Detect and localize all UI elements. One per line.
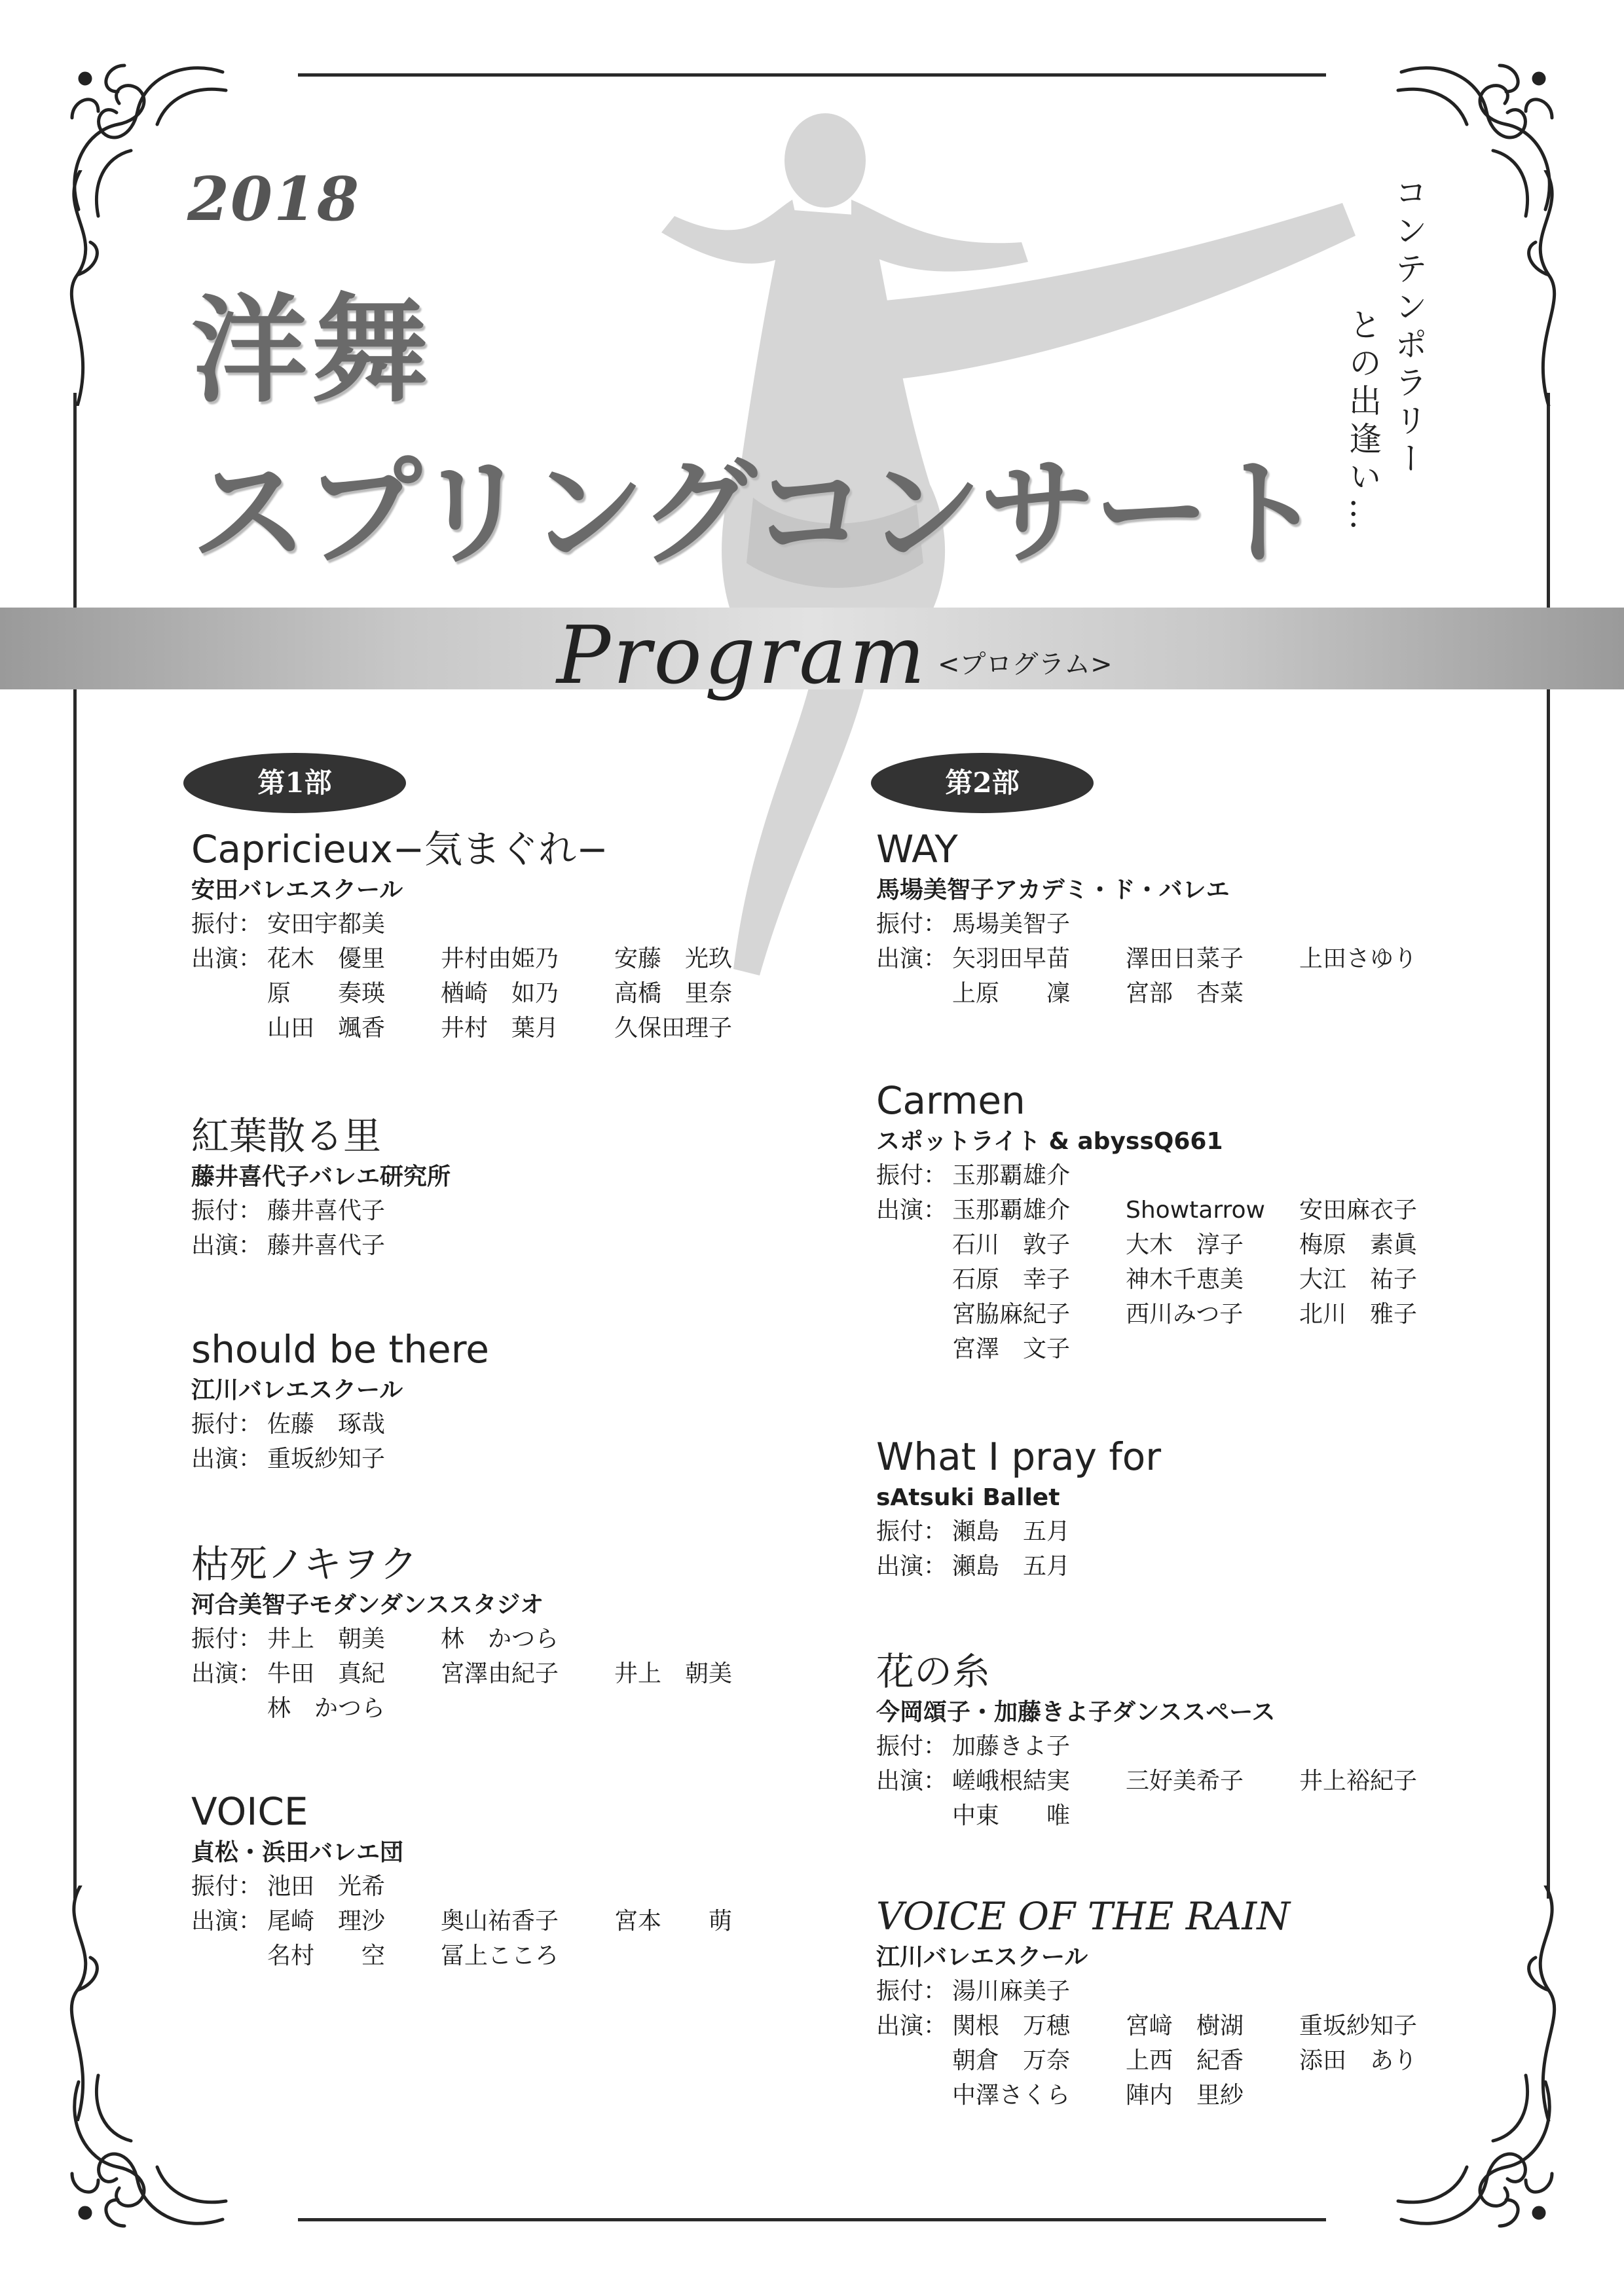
- cast-row: [191, 1234, 451, 1269]
- choreographer-name: 馬場美智子: [952, 911, 1071, 938]
- cast-indent: [876, 2049, 952, 2084]
- program-piece: [191, 1789, 788, 1979]
- choreographer-label: 振付：: [191, 1197, 263, 1224]
- cast-row: [876, 2049, 1473, 2084]
- piece-title: WAY: [876, 827, 958, 871]
- choreographer-row: [191, 913, 788, 947]
- cast-row: [876, 1770, 1473, 1804]
- choreographer-name: 池田 光希: [267, 1873, 386, 1900]
- cast-indent: [876, 2084, 952, 2119]
- choreographer-name: 安田宇都美: [267, 911, 386, 938]
- cast-member: Showtarrow: [1126, 1197, 1265, 1224]
- choreographer-row: [191, 1875, 788, 1910]
- cast-member: 上田さゆり: [1299, 945, 1418, 972]
- side-ornament-right-bottom: [1516, 1886, 1575, 2121]
- choreographer-name: 林 かつら: [441, 1626, 559, 1652]
- cast-member: 宮本 萌: [614, 1908, 733, 1935]
- cast-indent: [876, 1338, 952, 1372]
- cast-member: 重坂紗知子: [267, 1446, 386, 1472]
- company-name: 安田バレエスクール: [191, 877, 403, 903]
- program-piece: [876, 1078, 1473, 1372]
- cast-member: 林 かつら: [267, 1695, 386, 1722]
- cast-member: 井村由姫乃: [441, 945, 559, 972]
- choreographer-name: 玉那覇雄介: [952, 1162, 1071, 1189]
- cast-member: 大木 淳子: [1126, 1231, 1244, 1258]
- cast-member: 北川 雅子: [1299, 1301, 1418, 1328]
- choreographer-row: [876, 1735, 1473, 1770]
- cast-row: [876, 1555, 1161, 1590]
- choreographer-row: [876, 1520, 1161, 1555]
- company-name: 江川バレエスクール: [876, 1944, 1088, 1971]
- cast-member: 山田 颯香: [267, 1015, 386, 1042]
- cast-label: 出演：: [191, 1232, 263, 1259]
- event-title-line1: 洋舞: [191, 283, 432, 418]
- choreographer-name: 藤井喜代子: [267, 1197, 386, 1224]
- choreographer-label: 振付：: [876, 1162, 948, 1189]
- choreographer-row: [191, 1413, 489, 1448]
- cast-indent: [876, 982, 952, 1017]
- cast-row: [191, 947, 788, 982]
- cast-row: [876, 1268, 1473, 1303]
- cast-member: 楢崎 如乃: [441, 980, 559, 1007]
- piece-title: 紅葉散る里: [191, 1114, 382, 1158]
- cast-member: 奥山祐香子: [441, 1908, 559, 1935]
- event-year: 2018: [187, 164, 361, 234]
- choreographer-label: 振付：: [191, 1873, 263, 1900]
- choreographer-name: 湯川麻美子: [952, 1978, 1071, 2005]
- program-piece: [191, 1327, 489, 1482]
- cast-row: [191, 1697, 788, 1732]
- cast-label: 出演：: [191, 1446, 263, 1472]
- cast-row: [191, 1017, 788, 1051]
- choreographer-name: 井上 朝美: [267, 1626, 386, 1652]
- choreographer-row: [191, 1199, 451, 1234]
- cast-indent: [876, 1804, 952, 1839]
- choreographer-row: [876, 913, 1473, 947]
- cast-label: 出演：: [191, 1908, 263, 1935]
- cast-row: [876, 1303, 1473, 1338]
- cast-member: 尾崎 理沙: [267, 1908, 386, 1935]
- company-name: 貞松・浜田バレエ団: [191, 1839, 404, 1866]
- cast-label: 出演：: [191, 1660, 263, 1687]
- cast-member: 上原 凜: [952, 980, 1071, 1007]
- company-name: sAtsuki Ballet: [876, 1484, 1060, 1511]
- choreographer-label: 振付：: [191, 1626, 263, 1652]
- cast-member: 矢羽田早苗: [952, 945, 1071, 972]
- cast-member: 井上裕紀子: [1299, 1768, 1418, 1795]
- cast-row: [876, 2014, 1473, 2049]
- cast-member: 三好美希子: [1126, 1768, 1244, 1795]
- cast-indent: [191, 1944, 267, 1979]
- cast-indent: [191, 1017, 267, 1051]
- cast-member: 上西 紀香: [1126, 2047, 1244, 2074]
- cast-row: [191, 1944, 788, 1979]
- choreographer-name: 瀬島 五月: [952, 1518, 1071, 1545]
- cast-row: [876, 1338, 1473, 1372]
- cast-member: 中澤さくら: [952, 2082, 1071, 2109]
- part-2-badge: 第2部: [871, 753, 1094, 813]
- program-piece: [191, 1114, 451, 1269]
- choreographer-name: 佐藤 琢哉: [267, 1411, 386, 1438]
- cast-member: 添田 あり: [1299, 2047, 1418, 2074]
- cast-indent: [876, 1233, 952, 1268]
- choreographer-label: 振付：: [191, 1411, 263, 1438]
- cast-member: 宮﨑 樹湖: [1126, 2013, 1244, 2039]
- program-piece: [191, 827, 788, 1051]
- program-piece: [876, 1649, 1473, 1839]
- program-heading: Program: [557, 609, 928, 702]
- choreographer-label: 振付：: [876, 1518, 948, 1545]
- cast-member: 宮澤由紀子: [441, 1660, 559, 1687]
- cast-label: 出演：: [876, 1197, 948, 1224]
- choreographer-label: 振付：: [876, 1733, 948, 1760]
- piece-title: What I pray for: [876, 1434, 1162, 1479]
- piece-title: should be there: [191, 1327, 489, 1372]
- choreographer-label: 振付：: [876, 911, 948, 938]
- cast-member: 高橋 里奈: [614, 980, 733, 1007]
- cast-member: 宮部 杏菜: [1126, 980, 1244, 1007]
- piece-title: 枯死ノキヲク: [191, 1542, 418, 1586]
- cast-member: 牛田 真紀: [267, 1660, 386, 1687]
- company-name: 藤井喜代子バレエ研究所: [191, 1163, 451, 1190]
- cast-row: [191, 1448, 489, 1482]
- choreographer-row: [876, 1164, 1473, 1199]
- cast-indent: [876, 1303, 952, 1338]
- cast-member: 嵯峨根結実: [952, 1768, 1071, 1795]
- program-piece: [876, 1434, 1162, 1590]
- cast-member: 安藤 光玖: [614, 945, 733, 972]
- piece-title: Capricieux−気まぐれ−: [191, 827, 608, 871]
- cast-indent: [191, 982, 267, 1017]
- company-name: 馬場美智子アカデミ・ド・バレエ: [876, 877, 1230, 903]
- cast-member: 梅原 素眞: [1299, 1231, 1418, 1258]
- cast-row: [876, 1199, 1473, 1233]
- piece-title: VOICE OF THE RAIN: [876, 1894, 1290, 1939]
- cast-row: [876, 1804, 1473, 1839]
- cast-member: 井上 朝美: [614, 1660, 733, 1687]
- cast-label: 出演：: [876, 1553, 948, 1580]
- cast-member: 西川みつ子: [1126, 1301, 1244, 1328]
- cast-row: [191, 1662, 788, 1697]
- event-title-line2: スプリングコンサート: [191, 445, 1321, 581]
- cast-label: 出演：: [876, 1768, 948, 1795]
- cast-label: 出演：: [876, 2013, 948, 2039]
- cast-member: 宮脇麻紀子: [952, 1301, 1071, 1328]
- cast-label: 出演：: [191, 945, 263, 972]
- cast-member: 宮澤 文子: [952, 1336, 1071, 1362]
- cast-member: 安田麻衣子: [1299, 1197, 1418, 1224]
- cast-member: 久保田理子: [614, 1015, 733, 1042]
- program-piece: [876, 827, 1473, 1017]
- choreographer-label: 振付：: [191, 911, 263, 938]
- cast-row: [191, 982, 788, 1017]
- cast-member: 大江 祐子: [1299, 1266, 1418, 1293]
- cast-member: 冨上こころ: [441, 1942, 559, 1969]
- cast-member: 陣内 里紗: [1126, 2082, 1244, 2109]
- cast-member: 石川 敦子: [952, 1231, 1071, 1258]
- cast-member: 神木千恵美: [1126, 1266, 1244, 1293]
- frame-top-line: [298, 73, 1326, 77]
- cast-member: 瀬島 五月: [952, 1553, 1071, 1580]
- cast-member: 藤井喜代子: [267, 1232, 386, 1259]
- piece-title: VOICE: [191, 1789, 308, 1834]
- cast-indent: [191, 1697, 267, 1732]
- choreographer-label: 振付：: [876, 1978, 948, 2005]
- part-1-badge: 第1部: [183, 753, 406, 813]
- choreographer-name: 加藤きよ子: [952, 1733, 1071, 1760]
- side-ornament-left-bottom: [51, 1886, 110, 2121]
- tagline-column-1: コンテンポラリー: [1390, 175, 1428, 479]
- program-piece: [876, 1894, 1473, 2119]
- cast-member: 朝倉 万奈: [952, 2047, 1071, 2074]
- cast-member: 重坂紗知子: [1299, 2013, 1418, 2039]
- company-name: 江川バレエスクール: [191, 1377, 403, 1404]
- cast-row: [876, 1233, 1473, 1268]
- program-subheading: <プログラム>: [938, 649, 1113, 680]
- side-ornament-right-top: [1516, 170, 1575, 406]
- program-piece: [191, 1542, 788, 1732]
- cast-row: [876, 982, 1473, 1017]
- cast-member: 井村 葉月: [441, 1015, 559, 1042]
- cast-label: 出演：: [876, 945, 948, 972]
- cast-member: 花木 優里: [267, 945, 386, 972]
- piece-title: Carmen: [876, 1078, 1025, 1123]
- choreographer-row: [191, 1628, 788, 1662]
- frame-bottom-line: [298, 2218, 1326, 2221]
- cast-member: 名村 空: [267, 1942, 386, 1969]
- choreographer-row: [876, 1980, 1473, 2014]
- cast-member: 澤田日菜子: [1126, 945, 1244, 972]
- cast-row: [876, 947, 1473, 982]
- cast-member: 原 奏瑛: [267, 980, 386, 1007]
- tagline-column-2: との出逢い…: [1344, 308, 1382, 536]
- cast-row: [876, 2084, 1473, 2119]
- company-name: スポットライト & abyssQ661: [876, 1128, 1223, 1155]
- cast-indent: [876, 1268, 952, 1303]
- cast-member: 中東 唯: [952, 1802, 1071, 1829]
- cast-member: 石原 幸子: [952, 1266, 1071, 1293]
- company-name: 河合美智子モダンダンススタジオ: [191, 1592, 544, 1618]
- company-name: 今岡頌子・加藤きよ子ダンススペース: [876, 1699, 1276, 1726]
- cast-member: 玉那覇雄介: [952, 1197, 1071, 1224]
- piece-title: 花の糸: [876, 1649, 991, 1694]
- cast-row: [191, 1910, 788, 1944]
- cast-member: 関根 万穂: [952, 2013, 1071, 2039]
- side-ornament-left-top: [51, 170, 110, 406]
